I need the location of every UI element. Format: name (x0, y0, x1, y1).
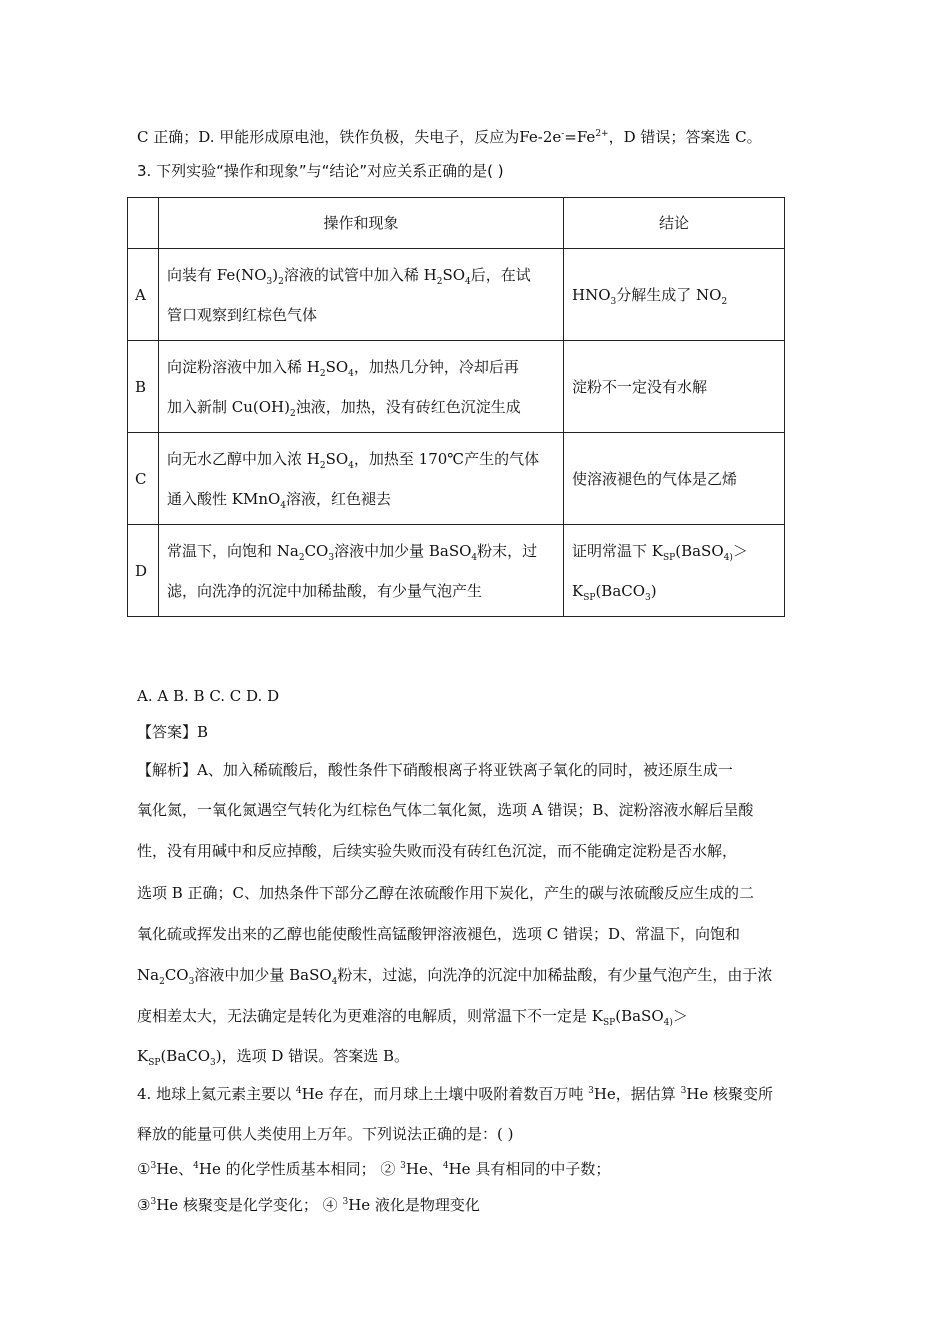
table-row (128, 249, 785, 341)
text: SO (442, 265, 466, 284)
operation-cell (159, 249, 564, 341)
subscript: 4 (331, 977, 338, 987)
text: He 核聚变是化学变化； ④ (156, 1196, 343, 1214)
text: (BaCO (595, 581, 646, 600)
analysis-line: 性，没有用碱中和反应掉酸，后续实验失败而没有砖红色沉淀，而不能确定淀粉是否水解， (137, 842, 738, 860)
text: He，据估算 (593, 1085, 681, 1103)
row-label: C (128, 433, 159, 525)
subscript: 3 (610, 296, 617, 307)
subscript: SP (583, 592, 596, 603)
subscript: 2 (290, 408, 296, 419)
table-header-row (128, 198, 785, 249)
formula: Fe-2e (519, 128, 562, 146)
text: 管口观察到红棕色气体 (167, 305, 318, 324)
text: (BaSO (675, 541, 724, 560)
subscript: 4 (348, 368, 354, 379)
text: He 核聚变所 (686, 1085, 774, 1103)
text: 浊液，加热，没有砖红色沉淀生成 (295, 397, 521, 416)
text: )，选项 D 错误。答案选 B。 (215, 1047, 409, 1065)
text: 分解生成了 NO (616, 285, 722, 304)
subscript: 4) (723, 552, 733, 563)
table-row (128, 341, 785, 433)
text: 粉末，过滤，向洗净的沉淀中加稀盐酸，有少量气泡产生，由于浓 (337, 966, 773, 984)
superscript: 3 (588, 1086, 594, 1096)
row-label: D (128, 525, 159, 617)
text: He 液化是物理变化 (348, 1196, 480, 1214)
text: ① (137, 1160, 151, 1178)
conclusion-cell (564, 249, 785, 341)
text: (BaCO (160, 1047, 211, 1065)
text: 溶液中加少量 BaSO (334, 541, 472, 560)
text: 4. 地球上氦元素主要以 (137, 1085, 296, 1103)
analysis-line: 氧化氮，一氧化氮遇空气转化为红棕色气体二氧化氮，选项 A 错误；B、淀粉溶液水解后呈酸 (137, 801, 754, 819)
answer-options: A. A B. B C. C D. D (137, 687, 280, 705)
text: 向装有 Fe(NO (167, 265, 267, 284)
operation-cell (159, 525, 564, 617)
text: ③ (137, 1196, 151, 1214)
subscript: 4 (465, 276, 471, 287)
subscript: 4 (471, 552, 478, 563)
text: CO (304, 541, 329, 560)
text: 向淀粉溶液中加入稀 H (167, 357, 320, 376)
header-cell-operation: 操作和现象 (159, 198, 564, 249)
superscript: 4 (442, 1161, 449, 1171)
subscript: 2 (436, 276, 443, 287)
text: 后，在试 (470, 265, 531, 284)
analysis-line (137, 965, 772, 985)
header-cell-empty (128, 198, 159, 249)
text: He 的化学性质基本相同； ② (198, 1160, 401, 1178)
text: ，加热至 170℃产生的气体 (353, 449, 540, 468)
question-4-line (137, 1084, 773, 1104)
text: 度相差太大，无法确定是转化为更难溶的电解质，则常温下不一定是 K (137, 1007, 603, 1025)
text: ) (650, 581, 657, 600)
text: ，加热几分钟，冷却后再 (353, 357, 519, 376)
row-label: A (128, 249, 159, 341)
subscript: 2 (298, 552, 305, 563)
analysis-line: 氧化硫或挥发出来的乙醇也能使酸性高锰酸钾溶液褪色，选项 C 错误；D、常温下，向饱和 (137, 925, 741, 943)
text: ，D 错误；答案选 C。 (608, 128, 762, 146)
subscript: 3 (328, 552, 335, 563)
superscript: 3 (150, 1197, 157, 1207)
subscript: 2 (319, 368, 326, 379)
question-4-choices (137, 1159, 610, 1179)
text: K (137, 1047, 149, 1065)
text: 溶液中加少量 BaSO (194, 966, 332, 984)
conclusion-cell: 淀粉不一定没有水解 (564, 341, 785, 433)
analysis-line: 选项 B 正确；C、加热条件下部分乙醇在浓硫酸作用下炭化，产生的碳与浓硫酸反应生成的二 (137, 884, 755, 902)
text: 滤，向洗净的沉淀中加稀盐酸，有少量气泡产生 (167, 581, 483, 600)
text: C 正确；D. 甲能形成原电池，铁作负极，失电子，反应为 (137, 128, 520, 146)
text: HNO (572, 285, 611, 304)
subscript: 2 (159, 977, 165, 987)
text: He 具有相同的中子数； (448, 1160, 611, 1178)
subscript: 2 (319, 460, 326, 471)
superscript: 4 (193, 1161, 199, 1171)
subscript: 2 (721, 296, 728, 307)
text: 溶液，红色褪去 (286, 489, 392, 508)
text: He 存在，而月球上土壤中吸附着数百万吨 (301, 1085, 589, 1103)
subscript: 3 (266, 276, 273, 287)
subscript: 4 (280, 500, 287, 511)
analysis-line: 【解析】A、加入稀硫酸后，酸性条件下硝酸根离子将亚铁离子氧化的同时，被还原生成一 (137, 761, 733, 779)
answer-line: 【答案】B (137, 723, 209, 741)
conclusion-cell: 使溶液褪色的气体是乙烯 (564, 433, 785, 525)
text: ) (272, 265, 279, 284)
text: Na (137, 966, 160, 984)
subscript: 4) (663, 1018, 673, 1028)
text: K (572, 581, 584, 600)
subscript: 3 (188, 977, 195, 987)
text: 通入酸性 KMnO (167, 489, 281, 508)
superscript: 3 (400, 1161, 406, 1171)
subscript: 2 (278, 276, 284, 287)
text: SO (325, 357, 349, 376)
subscript: 4 (348, 460, 354, 471)
subscript: SP (148, 1058, 161, 1068)
header-cell-conclusion: 结论 (564, 198, 785, 249)
text: ＞ (732, 541, 748, 560)
conclusion-cell (564, 525, 785, 617)
text: He、 (405, 1160, 443, 1178)
superscript: 3 (342, 1197, 349, 1207)
text: (BaSO (615, 1007, 664, 1025)
text: SO (325, 449, 349, 468)
formula: =Fe (564, 128, 596, 146)
question-4-line: 释放的能量可供人类使用上万年。下列说法正确的是：( ) (137, 1125, 514, 1143)
superscript: 3 (150, 1161, 157, 1171)
top-line (137, 127, 762, 147)
analysis-line (137, 1046, 409, 1066)
experiment-table (127, 197, 785, 617)
subscript: 3 (210, 1058, 216, 1068)
formula-sup: 2+ (595, 129, 609, 139)
table-row (128, 525, 785, 617)
text: ＞ (672, 1007, 688, 1025)
subscript: SP (602, 1018, 616, 1028)
text: 溶液的试管中加入稀 H (283, 265, 437, 284)
text: 向无水乙醇中加入浓 H (167, 449, 320, 468)
subscript: 3 (645, 592, 651, 603)
question-4-choices (137, 1195, 480, 1215)
text: 加入新制 Cu(OH) (167, 397, 290, 416)
superscript: 4 (295, 1086, 302, 1096)
formula-sup: - (561, 129, 565, 139)
text: 证明常温下 K (572, 541, 663, 560)
text: 常温下，向饱和 Na (167, 541, 299, 560)
table-row (128, 433, 785, 525)
subscript: SP (662, 552, 676, 563)
text: He、 (156, 1160, 194, 1178)
row-label: B (128, 341, 159, 433)
analysis-line (137, 1006, 688, 1026)
text: CO (164, 966, 189, 984)
operation-cell (159, 341, 564, 433)
question-3-stem: 3. 下列实验“操作和现象”与“结论”对应关系正确的是( ) (137, 162, 504, 180)
superscript: 3 (680, 1086, 687, 1096)
text: 粉末，过 (477, 541, 538, 560)
operation-cell (159, 433, 564, 525)
